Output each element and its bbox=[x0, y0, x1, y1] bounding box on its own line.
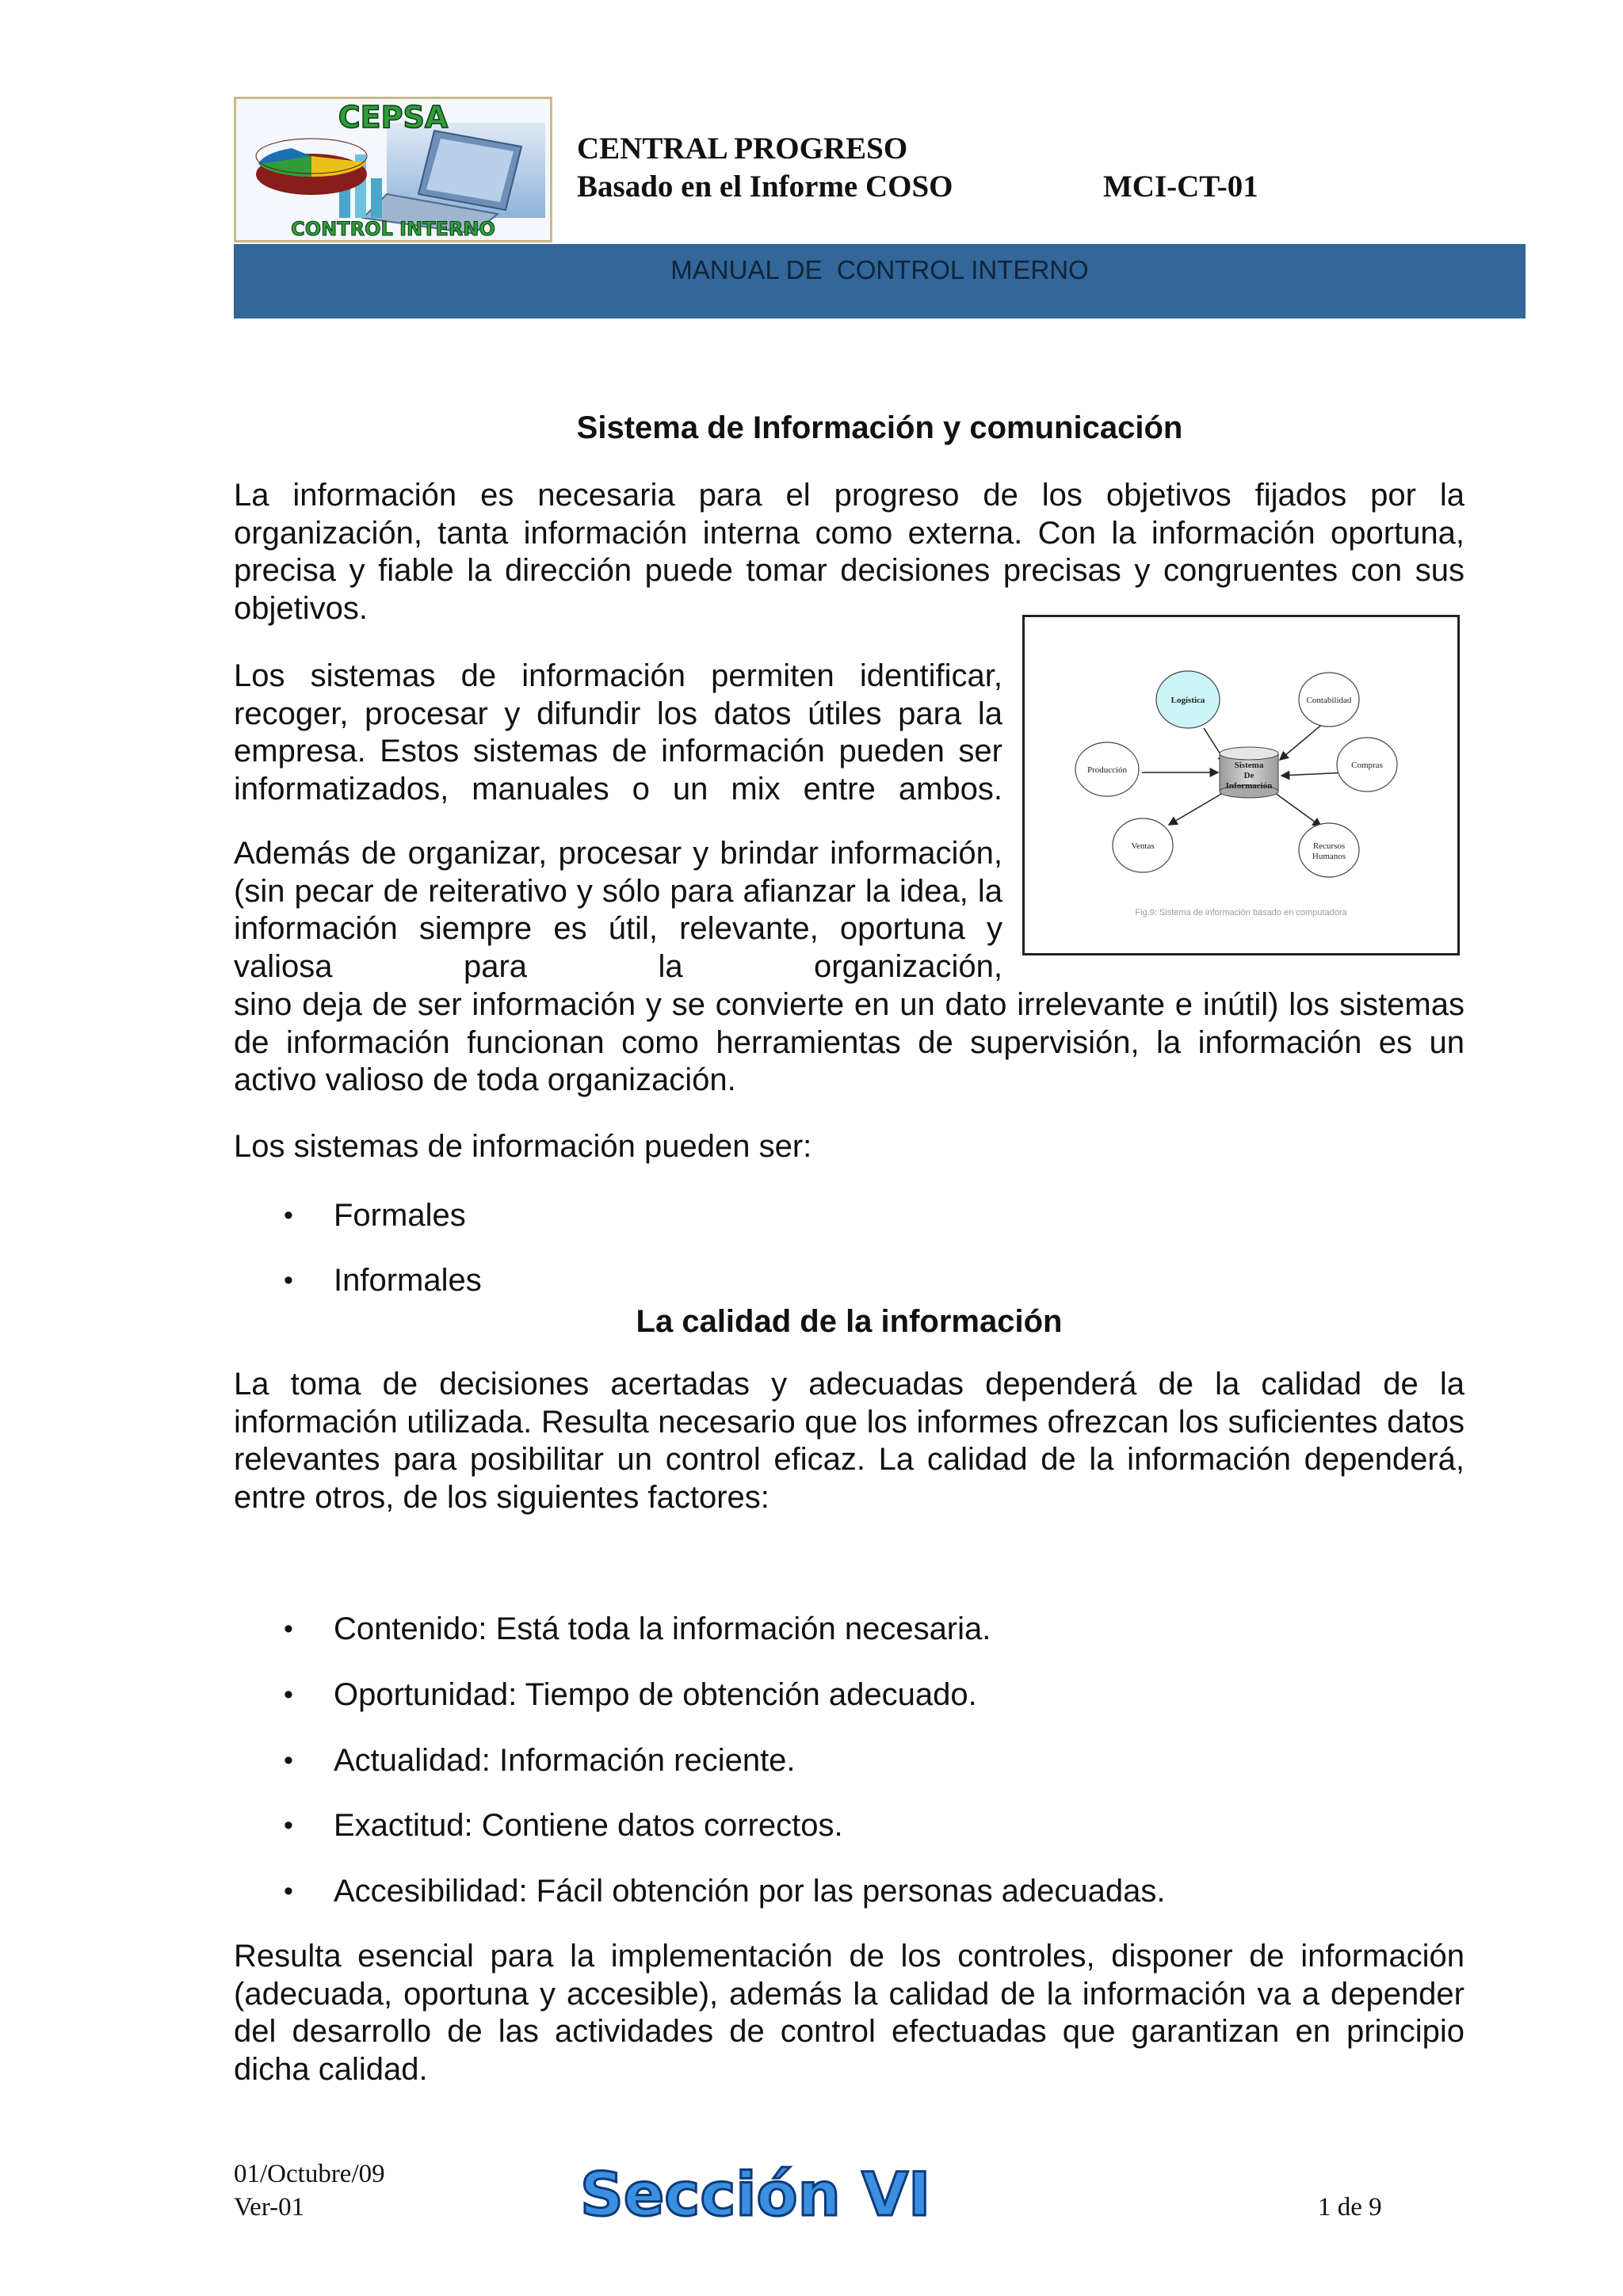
list-item: • Oportunidad: Tiempo de obtención adecuado. bbox=[284, 1677, 977, 1712]
footer-section-title bbox=[577, 2161, 973, 2237]
bullet-icon: • bbox=[284, 1265, 293, 1295]
paragraph-organize-b: sino deja de ser información y se convierte en un dato irrelevante e inútil) los sistemas de información funcionan como herramientas de supervisión, la información es un activo valioso de toda organización. bbox=[234, 987, 1465, 1097]
footer-page-number: 1 de 9 bbox=[1318, 2193, 1382, 2222]
logo-top-text: CEPSA bbox=[338, 100, 449, 135]
paragraph-intro: La información es necesaria para el progreso de los objetivos fijados por la organización, tanta información interna como externa. Con la información oportuna, precisa y fiable la dirección puede tomar decisiones precisas y congruentes con sus objetivos. bbox=[234, 478, 1465, 626]
section-title-information: Sistema de Información y comunicación bbox=[576, 410, 1183, 445]
footer-date: 01/Octubre/09 bbox=[234, 2160, 385, 2188]
banner-title: MANUAL DE CONTROL INTERNO bbox=[670, 255, 1089, 284]
paragraph-types-intro: Los sistemas de información pueden ser: bbox=[234, 1129, 812, 1164]
svg-text:Sección VI: Sección VI bbox=[580, 2161, 931, 2229]
list-item: • Formales bbox=[284, 1198, 466, 1233]
list-item: • Informales bbox=[284, 1263, 482, 1298]
paragraph-systems: Los sistemas de información permiten identificar, recoger, procesar y difundir los datos útiles para la empresa. Estos sistemas de información pueden ser informatizados, manuales o un mix entre ambos. bbox=[234, 658, 1002, 807]
footer-version: Ver-01 bbox=[234, 2193, 305, 2222]
section-title-quality: La calidad de la información bbox=[636, 1304, 1063, 1339]
report-basis: Basado en el Informe COSO bbox=[577, 170, 953, 204]
paragraph-essential: Resulta esencial para la implementación de los controles, disponer de información (adecuada, oportuna y accesible), además la calidad de la información va a depender del desarrollo de las actividades de control efectuadas que garantizan en principio dicha calidad. bbox=[234, 1939, 1465, 2087]
bullet-icon: • bbox=[284, 1810, 293, 1840]
node-ventas: Ventas bbox=[1131, 841, 1155, 851]
bullet-icon: • bbox=[284, 1200, 293, 1230]
manual-banner bbox=[234, 244, 1526, 318]
list-item: • Contenido: Está toda la información necesaria. bbox=[284, 1611, 991, 1646]
bullet-icon: • bbox=[284, 1876, 293, 1906]
paragraph-quality: La toma de decisiones acertadas y adecuadas dependerá de la calidad de la información utilizada. Resulta necesario que los informes ofrezcan los suficientes datos relevantes para posibilitar un control eficaz. La calidad de la información dependerá, entre otros, de los siguientes factores: bbox=[234, 1367, 1465, 1515]
company-name: CENTRAL PROGRESO bbox=[577, 132, 908, 166]
list-item: • Accesibilidad: Fácil obtención por las personas adecuadas. bbox=[284, 1874, 1166, 1909]
node-recursos-2: Humanos bbox=[1312, 852, 1346, 861]
node-contabilidad: Contabilidad bbox=[1306, 696, 1352, 705]
list-item: • Exactitud: Contiene datos correctos. bbox=[284, 1808, 843, 1843]
bullet-icon: • bbox=[284, 1680, 293, 1710]
cepsa-logo bbox=[234, 97, 552, 242]
node-recursos-1: Recursos bbox=[1312, 841, 1346, 851]
bullet-icon: • bbox=[284, 1614, 293, 1644]
node-logistica: Logística bbox=[1170, 696, 1205, 705]
paragraph-organize-a: Además de organizar, procesar y brindar información, (sin pecar de reiterativo y sólo para afianzar la idea, la información siempre es útil, relevante, oportuna y valiosa para la organización, bbox=[234, 836, 1002, 984]
document-code: MCI-CT-01 bbox=[1103, 170, 1258, 204]
list-item: • Actualidad: Información reciente. bbox=[284, 1743, 796, 1778]
logo-bottom-text: CONTROL INTERNO bbox=[291, 218, 495, 240]
center-line-2: De bbox=[1243, 771, 1254, 780]
figure-caption: Fig.9: Sistema de información basado en computadora bbox=[1135, 908, 1347, 917]
node-compras: Compras bbox=[1351, 761, 1383, 770]
node-produccion: Producción bbox=[1086, 765, 1128, 775]
center-line-1: Sistema bbox=[1234, 761, 1264, 770]
information-system-diagram bbox=[1022, 615, 1460, 955]
center-line-3: Información bbox=[1225, 781, 1273, 791]
bullet-icon: • bbox=[284, 1745, 293, 1775]
